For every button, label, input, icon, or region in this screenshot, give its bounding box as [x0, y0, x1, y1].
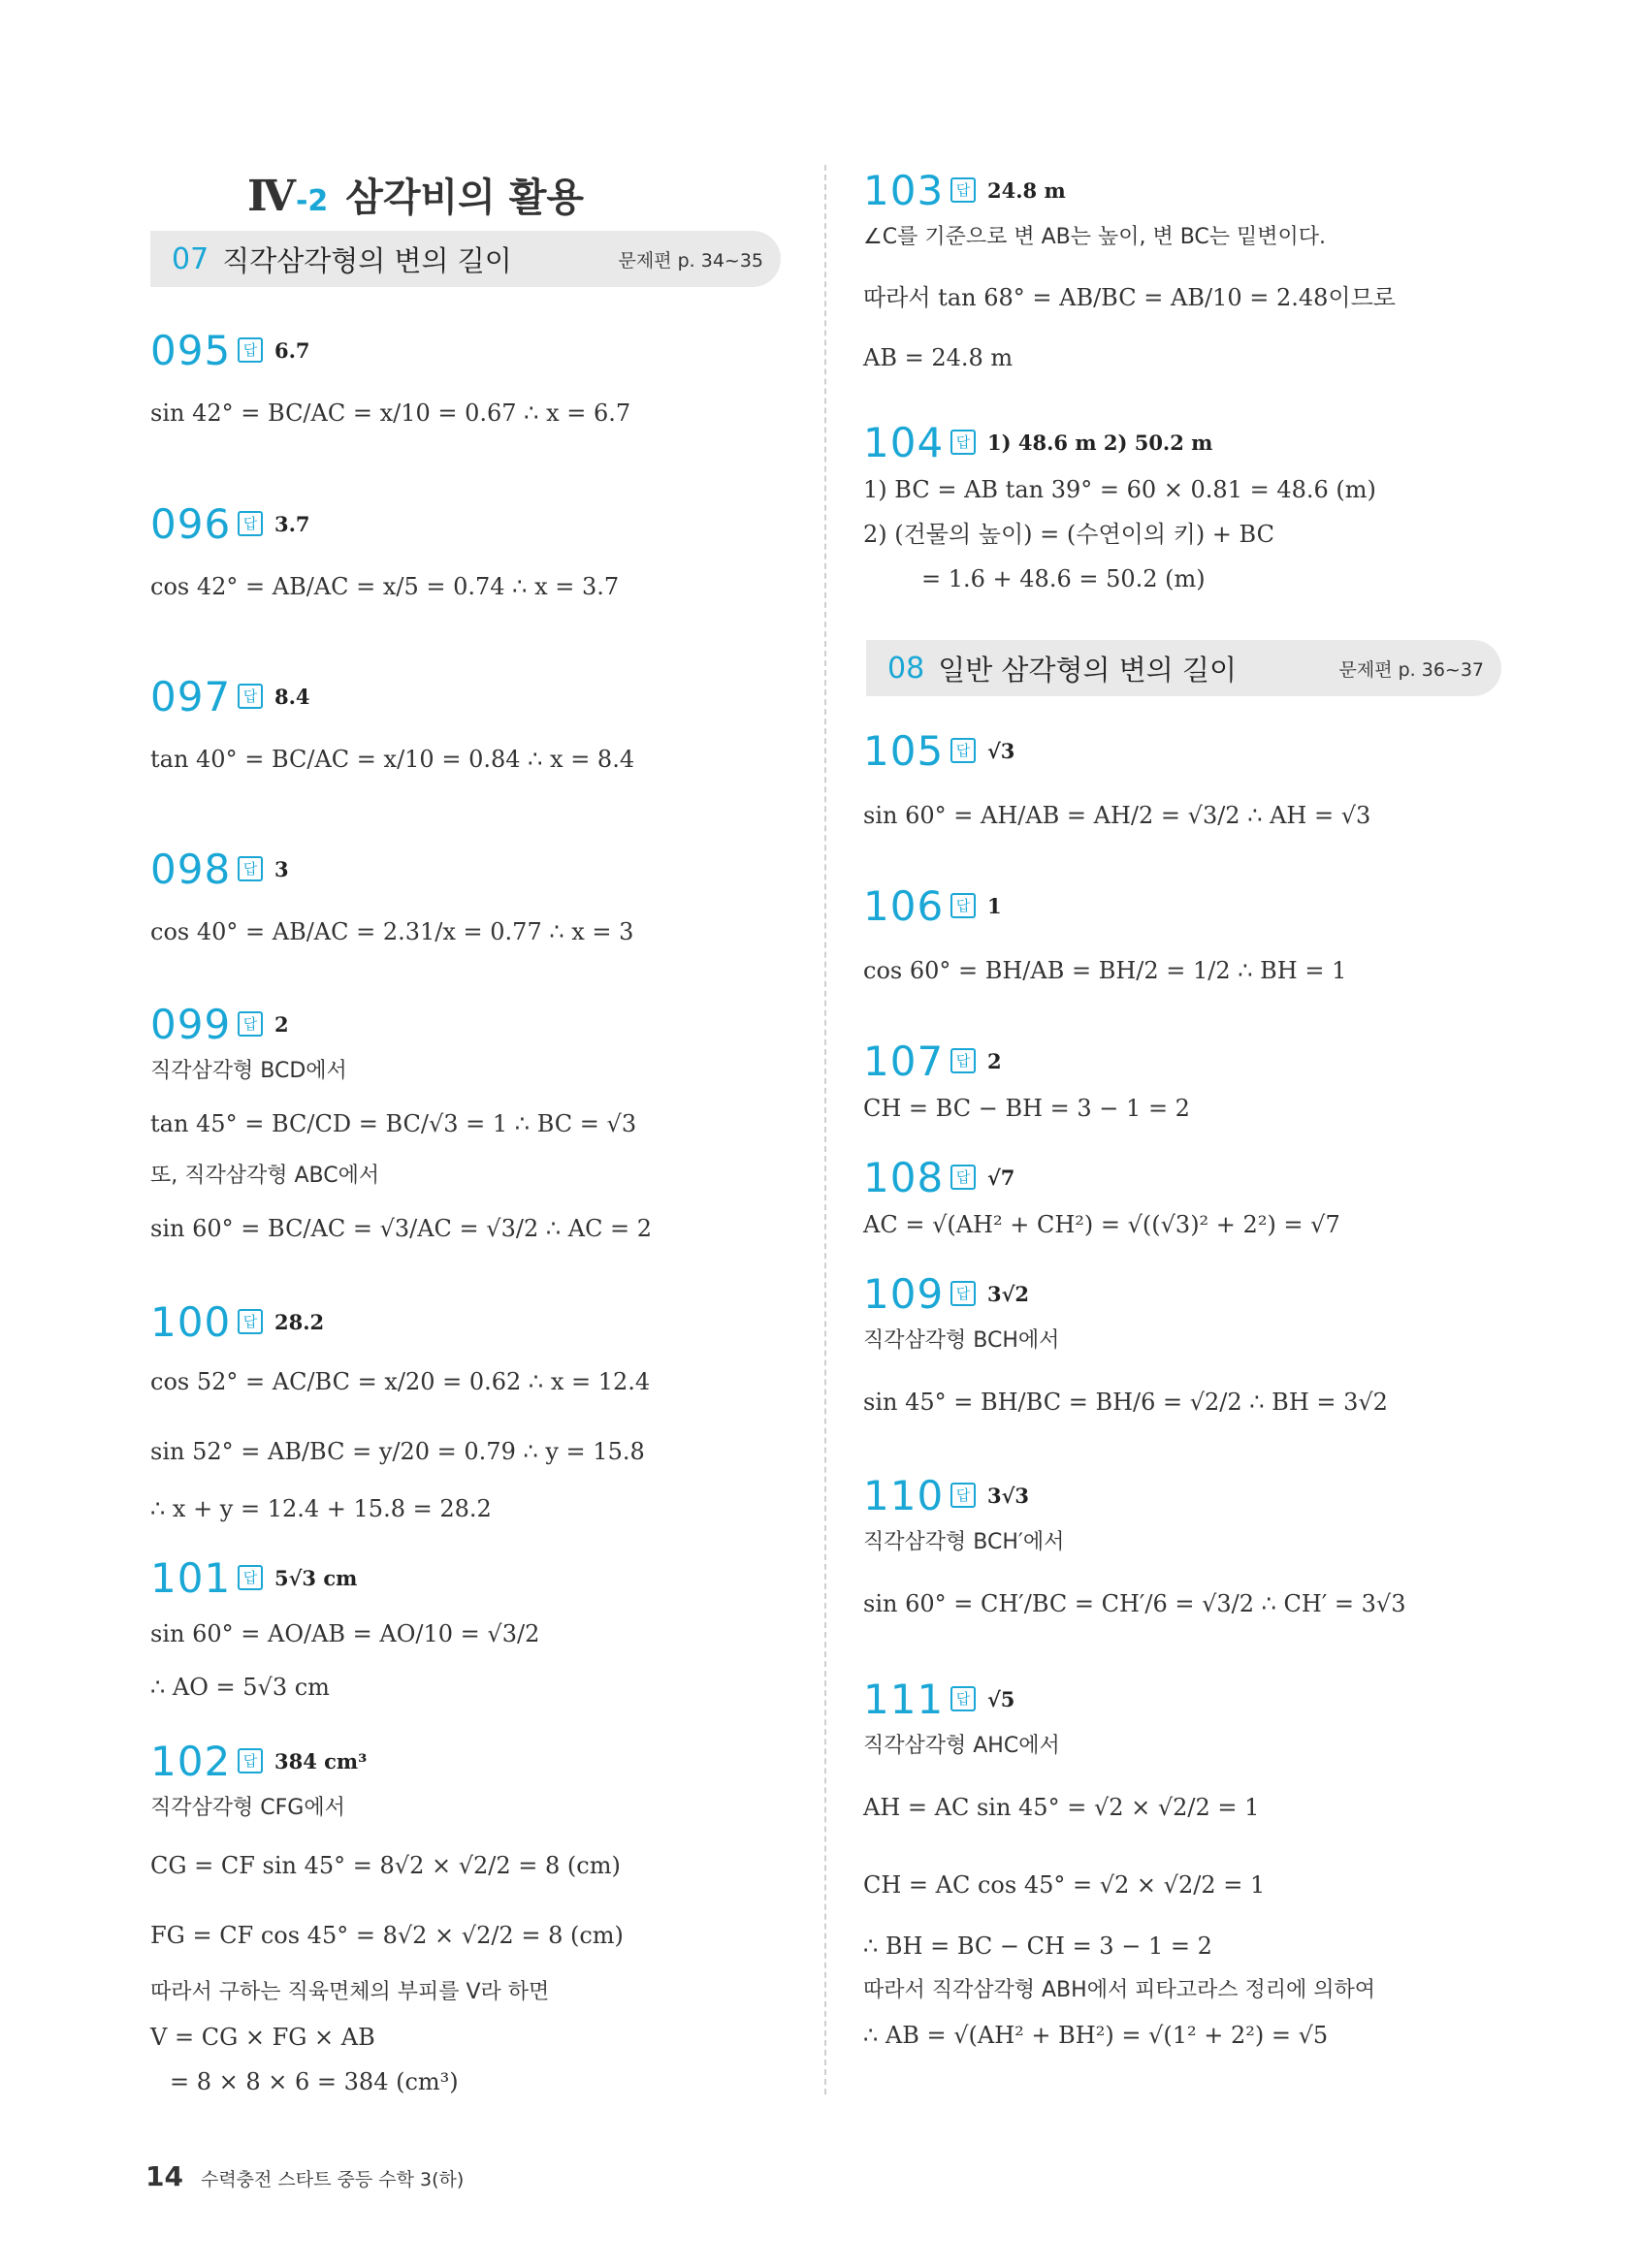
problem-number: 095 — [150, 326, 232, 374]
problem-answer: √5 — [987, 1686, 1015, 1711]
problem-answer: 3 — [274, 856, 289, 881]
problem-number: 096 — [150, 499, 232, 548]
solution-line: cos 52° = AC/BC = x/20 = 0.62 ∴ x = 12.4 — [150, 1368, 651, 1395]
answer-badge: 답 — [238, 856, 263, 881]
problem-099 — [150, 999, 790, 1259]
chapter-heading — [247, 167, 584, 222]
solution-line: CH = AC cos 45° = √2 × √2/2 = 1 — [863, 1871, 1266, 1899]
problem-answer: 5√3 cm — [274, 1565, 358, 1590]
problem-103 — [863, 165, 1503, 380]
problem-110 — [863, 1470, 1503, 1643]
solution-line: 2) (건물의 높이) = (수연이의 키) + BC — [863, 521, 1274, 548]
problem-number: 103 — [863, 166, 945, 214]
column-divider — [824, 165, 826, 2094]
problem-107 — [863, 1036, 1503, 1131]
problem-number: 106 — [863, 881, 945, 930]
problem-100 — [150, 1296, 790, 1531]
solution-line: ∴ AB = √(AH² + BH²) = √(1² + 2²) = √5 — [863, 2022, 1329, 2049]
answer-badge: 답 — [238, 1309, 263, 1334]
solution-line: sin 60° = AH/AB = AH/2 = √3/2 ∴ AH = √3 — [863, 802, 1371, 829]
answer-badge: 답 — [950, 1483, 976, 1508]
solution-line: ∴ x + y = 12.4 + 15.8 = 28.2 — [150, 1495, 492, 1522]
problem-answer: 3.7 — [274, 511, 310, 536]
problem-102 — [150, 1736, 790, 2104]
problem-answer: 384 cm³ — [274, 1748, 368, 1773]
solution-line: 따라서 tan 68° = AB/BC = AB/10 = 2.48이므로 — [863, 284, 1396, 311]
solution-line: tan 45° = BC/CD = BC/√3 = 1 ∴ BC = √3 — [150, 1110, 637, 1137]
problem-answer: √3 — [987, 738, 1015, 763]
problem-answer: 6.7 — [274, 337, 310, 363]
problem-096 — [150, 498, 790, 609]
solution-line: 따라서 직각삼각형 ABH에서 피타고라스 정리에 의하여 — [863, 1978, 1375, 2002]
answer-badge: 답 — [238, 1011, 263, 1037]
solution-line: cos 40° = AB/AC = 2.31/x = 0.77 ∴ x = 3 — [150, 918, 634, 945]
section-number: 07 — [172, 241, 209, 276]
problem-number: 099 — [150, 1000, 232, 1048]
problem-answer: 2 — [274, 1011, 289, 1037]
solution-line: sin 45° = BH/BC = BH/6 = √2/2 ∴ BH = 3√2 — [863, 1389, 1388, 1416]
solution-line: = 1.6 + 48.6 = 50.2 (m) — [921, 565, 1206, 592]
solution-line: ∴ AO = 5√3 cm — [150, 1674, 330, 1701]
problem-number: 101 — [150, 1553, 232, 1602]
page-number: 14 — [145, 2160, 183, 2192]
chapter-number: -2 — [295, 184, 329, 218]
problem-097 — [150, 671, 790, 782]
solution-line: CG = CF sin 45° = 8√2 × √2/2 = 8 (cm) — [150, 1852, 621, 1879]
solution-line: sin 60° = CH′/BC = CH′/6 = √3/2 ∴ CH′ = 3√3 — [863, 1590, 1406, 1617]
problem-answer: 3√2 — [987, 1281, 1030, 1306]
answer-badge: 답 — [950, 1048, 976, 1073]
problem-answer: 2 — [987, 1048, 1002, 1073]
problem-111 — [863, 1674, 1503, 2058]
solution-line: AC = √(AH² + CH²) = √((√3)² + 2²) = √7 — [863, 1211, 1340, 1238]
problem-105 — [863, 725, 1503, 838]
answer-badge: 답 — [238, 1565, 263, 1590]
solution-line: cos 60° = BH/AB = BH/2 = 1/2 ∴ BH = 1 — [863, 957, 1347, 984]
solution-line: AH = AC sin 45° = √2 × √2/2 = 1 — [863, 1794, 1260, 1821]
section-bar-08 — [866, 640, 1501, 696]
solution-line: sin 52° = AB/BC = y/20 = 0.79 ∴ y = 15.8 — [150, 1438, 645, 1465]
solution-line: tan 40° = BC/AC = x/10 = 0.84 ∴ x = 8.4 — [150, 746, 635, 773]
solution-line: 직각삼각형 BCD에서 — [150, 1059, 347, 1083]
problem-number: 102 — [150, 1737, 232, 1785]
problem-number: 110 — [863, 1471, 945, 1519]
answer-badge: 답 — [238, 684, 263, 709]
solution-line: ∠C를 기준으로 변 AB는 높이, 변 BC는 밑변이다. — [863, 225, 1327, 249]
problem-101 — [150, 1552, 790, 1709]
solution-line: sin 42° = BC/AC = x/10 = 0.67 ∴ x = 6.7 — [150, 399, 631, 427]
problem-answer: 24.8 m — [987, 177, 1066, 203]
problem-answer: 1) 48.6 m 2) 50.2 m — [987, 430, 1213, 455]
solution-line: cos 42° = AB/AC = x/5 = 0.74 ∴ x = 3.7 — [150, 573, 620, 600]
chapter-roman: Ⅳ — [247, 172, 296, 221]
section-page-ref: 문제편 p. 34~35 — [618, 249, 763, 272]
problem-answer: 3√3 — [987, 1483, 1030, 1508]
problem-answer: 8.4 — [274, 684, 310, 709]
problem-answer: 28.2 — [274, 1309, 325, 1334]
answer-badge: 답 — [950, 738, 976, 763]
solution-line: sin 60° = AO/AB = AO/10 = √3/2 — [150, 1620, 540, 1647]
answer-badge: 답 — [950, 430, 976, 455]
section-title: 직각삼각형의 변의 길이 — [222, 243, 512, 277]
chapter-title: 삼각비의 활용 — [345, 176, 585, 220]
solution-line: 1) BC = AB tan 39° = 60 × 0.81 = 48.6 (m) — [863, 476, 1376, 503]
problem-109 — [863, 1268, 1503, 1441]
problem-number: 097 — [150, 672, 232, 720]
solution-line: 직각삼각형 CFG에서 — [150, 1796, 345, 1820]
problem-number: 108 — [863, 1153, 945, 1201]
problem-number: 107 — [863, 1037, 945, 1085]
problem-answer: 1 — [987, 893, 1002, 918]
solution-line: 또, 직각삼각형 ABC에서 — [150, 1164, 380, 1188]
problem-number: 104 — [863, 418, 945, 466]
page-footer — [145, 2160, 464, 2192]
solution-line: AB = 24.8 m — [863, 344, 1014, 371]
problem-106 — [863, 880, 1503, 993]
problem-098 — [150, 844, 790, 954]
solution-line: 따라서 구하는 직육면체의 부피를 V라 하면 — [150, 1980, 550, 2004]
solution-line: CH = BC − BH = 3 − 1 = 2 — [863, 1095, 1190, 1122]
answer-badge: 답 — [238, 511, 263, 536]
answer-badge: 답 — [238, 337, 263, 363]
problem-answer: √7 — [987, 1165, 1015, 1190]
problem-number: 109 — [863, 1269, 945, 1318]
problem-number: 111 — [863, 1675, 945, 1723]
solution-line: V = CG × FG × AB — [150, 2024, 375, 2051]
answer-badge: 답 — [950, 1686, 976, 1711]
answer-badge: 답 — [950, 1165, 976, 1190]
solution-line: 직각삼각형 AHC에서 — [863, 1734, 1060, 1758]
answer-badge: 답 — [950, 177, 976, 203]
answer-badge: 답 — [950, 1281, 976, 1306]
section-page-ref: 문제편 p. 36~37 — [1338, 658, 1484, 681]
solution-line: FG = CF cos 45° = 8√2 × √2/2 = 8 (cm) — [150, 1922, 624, 1949]
problem-number: 098 — [150, 845, 232, 893]
section-number: 08 — [887, 651, 925, 686]
answer-badge: 답 — [950, 893, 976, 918]
problem-095 — [150, 325, 790, 435]
solution-line: 직각삼각형 BCH′에서 — [863, 1530, 1065, 1554]
answer-badge: 답 — [238, 1748, 263, 1773]
problem-number: 100 — [150, 1297, 232, 1346]
solution-line: = 8 × 8 × 6 = 384 (cm³) — [170, 2068, 459, 2095]
section-bar-07 — [150, 231, 781, 287]
solution-line: 직각삼각형 BCH에서 — [863, 1328, 1060, 1353]
solution-line: ∴ BH = BC − CH = 3 − 1 = 2 — [863, 1933, 1212, 1960]
section-title: 일반 삼각형의 변의 길이 — [938, 653, 1237, 687]
book-title: 수력충전 스타트 중등 수학 3(하) — [200, 2169, 465, 2190]
problem-number: 105 — [863, 726, 945, 775]
problem-104 — [863, 417, 1503, 601]
problem-108 — [863, 1152, 1503, 1247]
solution-line: sin 60° = BC/AC = √3/AC = √3/2 ∴ AC = 2 — [150, 1215, 653, 1242]
